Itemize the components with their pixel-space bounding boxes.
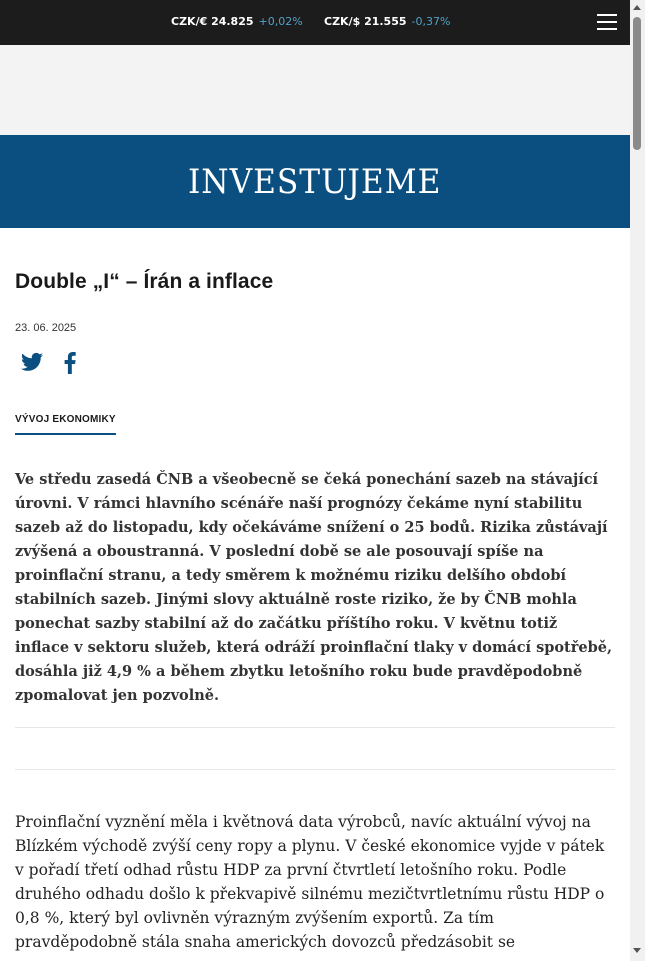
- ticker-usd[interactable]: [324, 15, 450, 28]
- twitter-icon[interactable]: [21, 352, 45, 378]
- scroll-up-arrow-icon[interactable]: [633, 5, 641, 10]
- site-logo[interactable]: INVESTUJEME: [188, 161, 442, 202]
- scrollbar[interactable]: [630, 0, 645, 961]
- currency-ticker: [0, 0, 630, 45]
- ticker-eur[interactable]: [171, 15, 303, 28]
- article-body: Proinflační vyznění měla i květnová data výrobců, navíc aktuální vývoj na Blízkém východě zvýší ceny ropy a plynu. V české ekonomice vyjde v pátek v pořadí třetí odhad růstu HDP za první čtvrtletí letošního roku. Podle druhého odhadu došlo k překvapivě silnému mezičtvrtletnímu růstu HDP o 0,8 %, který byl ovlivněn výrazným zvýšením exportů. Za tím pravděpodobně stála snaha amerických dovozců předzásobit se: [15, 813, 605, 951]
- divider: [15, 769, 615, 770]
- category-tag[interactable]: VÝVOJ EKONOMIKY: [15, 414, 116, 435]
- divider: [15, 727, 615, 728]
- facebook-icon[interactable]: [64, 352, 78, 378]
- ticker-eur-change: +0,02%: [258, 15, 303, 28]
- ticker-eur-pair: CZK/€ 24.825: [171, 15, 254, 28]
- ticker-usd-change: -0,37%: [411, 15, 451, 28]
- ad-slot: [0, 45, 630, 135]
- hamburger-menu-icon[interactable]: [597, 14, 617, 31]
- scrollbar-thumb[interactable]: [633, 17, 641, 150]
- article-title: Double „I“ – Írán a inflace: [15, 270, 274, 293]
- article-date: 23. 06. 2025: [15, 322, 77, 334]
- article-lead: Ve středu zasedá ČNB a všeobecně se čeká ponechání sazeb na stávající úrovni. V rámci hlavního scénáře naší prognózy čekáme nyní stabilitu sazeb až do listopadu, kdy očekáváme snížení o 25 bodů. Rizika zůstávají zvýšená a oboustranná. V poslední době se ale posouvají spíše na proinflační stranu, a tedy směrem k možnému riziku delšího období stabilních sazeb. Jinými slovy aktuálně roste riziko, že by ČNB mohla ponechat sazby stabilní až do začátku příštího roku. V květnu totiž inflace v sektoru služeb, která odráží proinflační tlaky v domácí spotřebě, dosáhla již 4,9 % a během zbytku letošního roku bude pravděpodobně zpomalovat jen pozvolně.: [15, 471, 613, 704]
- ticker-usd-pair: CZK/$ 21.555: [324, 15, 407, 28]
- site-header: [0, 135, 630, 228]
- scroll-down-arrow-icon[interactable]: [633, 948, 641, 953]
